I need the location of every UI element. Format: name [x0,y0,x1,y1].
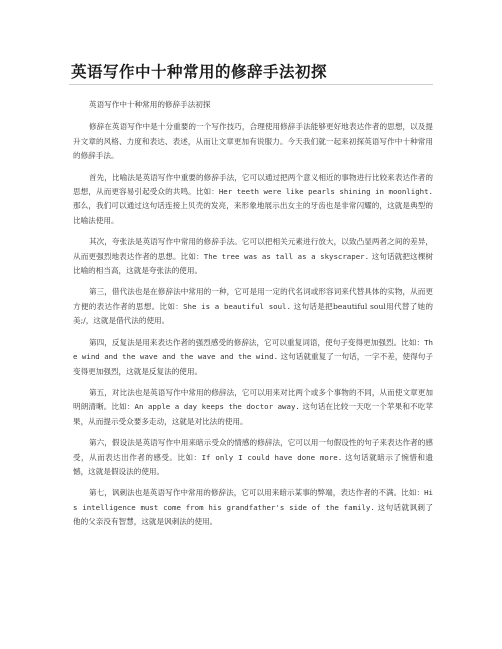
paragraph-text: 这句话就暗示了惋惜和遗憾，这就是假设法的使用。 [73,452,434,476]
example-sentence: The wind and the wave and the wave and the wind. [73,337,433,362]
paragraph-text: 这句话就讽刺了他的父亲没有智慧，这就是讽刺法的使用。 [73,502,433,527]
paragraph-text: 其次，夸张法是英语写作中常用的修辞手法。它可以把相关元素进行放大，以致凸显两者之间的差异，从而更强烈地表达作者的思想。比如： [73,237,433,261]
example-sentence: His intelligence must come from his grandfather's side of the family. [73,488,433,512]
paragraph-text: 第七，讽刺法也是英语写作中常用的修辞法，它可以用来暗示某事的弊端，表达作者的不满。比如： [89,488,425,498]
example-sentence: An apple a day keeps the doctor away. [134,402,300,412]
paragraph-hyperbole [73,235,433,278]
paragraph-text: 第三，借代法也是在修辞法中常用的一种，它可是用一定的代名词或形容词来代替具体的实物，从而更方便的表达作者的思想。比如： [73,287,433,311]
paragraph-text: 第四，反复法是用来表达作者的强烈感受的修辞法，它可以重复词语，使句子变得更加强烈。比如： [89,337,425,347]
paragraph-text: 第五，对比法也是英语写作中常用的修辞法，它可以用来对比两个或多个事物的不同，从而使文章更加明朗清晰。比如： [73,387,433,412]
paragraph-hypothesis [73,436,433,479]
paragraph-text: 第六，假设法是英语写作中用来暗示受众的情感的修辞法，它可以用一句假设性的句子来表达作者的感受，从而表达出作者的感受。比如： [73,438,433,462]
paragraph-metaphor [73,171,433,229]
paragraph-text: 这句话就重复了一句话，一字不差，使得句子变得更加强烈，这就是反复法的使用。 [73,352,433,376]
example-sentence: She is a beautiful soul. [183,301,291,311]
document-body [73,98,433,537]
document-subtitle: 英语写作中十种常用的修辞手法初探 [89,100,211,109]
paragraph-intro: 修辞在英语写作中是十分重要的一个写作技巧，合理使用修辞手法能够更好地表达作者的思想，以及提升文章的风格、力度和表达、表述，从而让文章更加有说服力。今天我们就一起来初探英语写作中十种常用的修辞手法。 [73,122,433,161]
paragraph-contrast [73,386,433,429]
paragraph-metonymy [73,285,433,328]
document-title: 英语写作中十种常用的修辞手法初探 [71,63,328,81]
paragraph-text: 这句话在比较一天吃一个苹果和不吃苹果，从而提示受众要多走动，这就是对比法的使用。 [73,402,433,426]
paragraph-text: 首先，比喻法是英语写作中重要的修辞手法，它可以通过把两个意义相近的事物进行比较来表达作者的思想，从而更容易引起受众的共鸣。比如： [73,172,433,197]
paragraph-repetition [73,336,433,379]
paragraph-irony [73,486,433,529]
title-divider [69,84,433,85]
paragraph-text: 这句话就把这棵树比喻的相当高，这就是夸张法的使用。 [73,251,433,276]
example-sentence: If only I could have done more. [201,452,343,462]
paragraph-text: 那么，我们可以通过这句话连接上贝壳的发亮，来形象地展示出女主的牙齿也是非常闪耀的，这就是典型的比喻法使用。 [73,201,433,225]
paragraph-text: 这句话是把beautiful soul用代替了她的美;/，这就是借代法的使用。 [73,301,434,326]
example-sentence: Her teeth were like pearls shining in moonlight. [218,187,433,197]
example-sentence: The tree was as tall as a skyscraper. [203,251,370,261]
